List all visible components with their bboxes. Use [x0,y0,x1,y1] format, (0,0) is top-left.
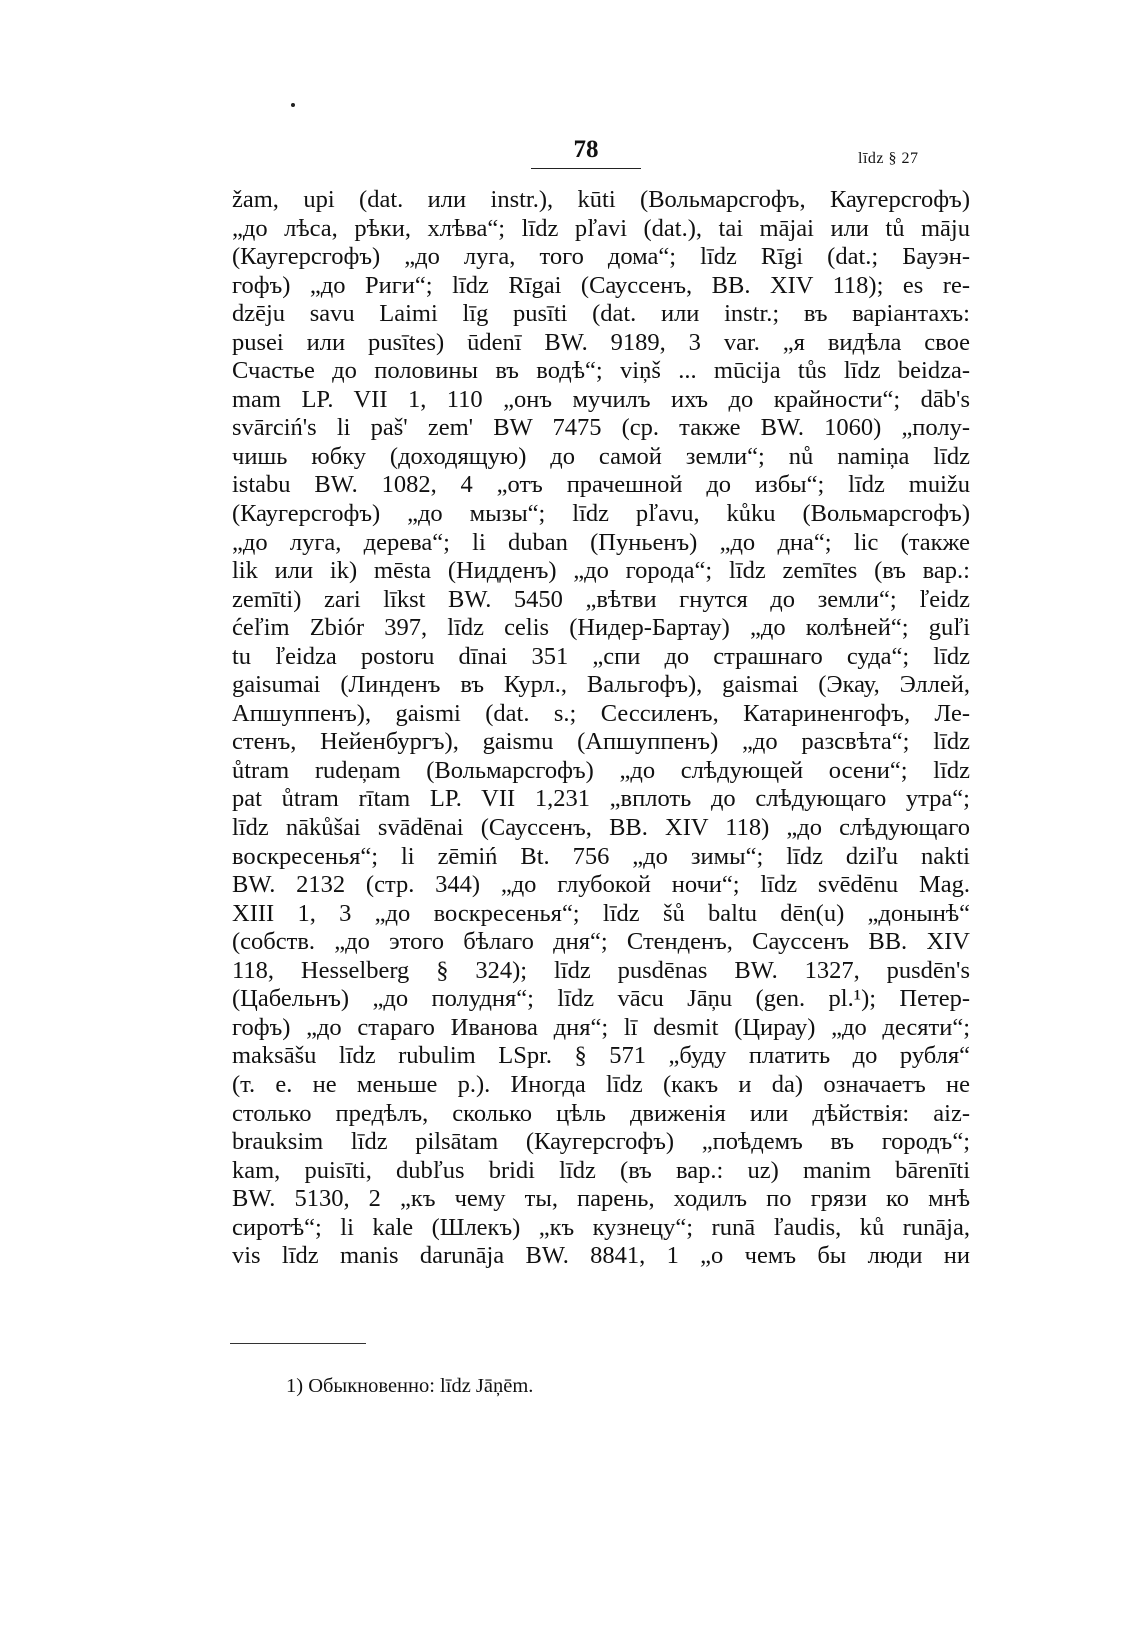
text-line: гофъ) „до стараго Иванова дня“; lī desmit (Цирау) „до десяти“; [232,1013,970,1041]
text-line: (Каугерсгофъ) „до луга, того дома“; līdz Rīgi (dat.; Бауэн- [232,243,970,271]
page-header [0,136,1140,176]
running-head: līdz § 27 [858,150,919,167]
text-line: сиротѣ“; li kale (Шлекъ) „къ кузнецу“; runā ľaudis, ků runāja, [232,1213,970,1241]
text-line: BW. 5130, 2 „къ чему ты, парень, ходилъ по грязи ко мнѣ [232,1185,970,1213]
text-line: žam, upi (dat. или instr.), kūti (Вольмарсгофъ, Каугерсгофъ) [232,186,970,213]
text-line: svārciń's li paš' zem' BW 7475 (ср. также BW. 1060) „полу- [232,414,970,442]
page-number-rule [531,168,641,169]
text-line: istabu BW. 1082, 4 „отъ прачешной до избы“; līdz muižu [232,471,970,499]
text-line: гофъ) „до Риги“; līdz Rīgai (Сауссенъ, BB. XIV 118); es re- [232,271,970,299]
text-line: brauksim līdz pilsātam (Каугерсгофъ) „поѣдемъ въ городъ“; [232,1128,970,1156]
text-line: ůtram rudeņam (Вольмарсгофъ) „до слѣдующей осени“; līdz [232,756,970,784]
text-line: gaisumai (Линденъ въ Курл., Вальгофъ), gaismai (Экау, Эллей, [232,671,970,699]
text-line: zemīti) zari līkst BW. 5450 „вѣтви гнутся до земли“; ľeidz [232,585,970,613]
text-line: ćeľim Zbiór 397, līdz celis (Нидер-Бартау) „до колѣней“; guľi [232,614,970,642]
text-line: pat ůtram rītam LP. VII 1,231 „вплоть до слѣдующаго утра“; [232,785,970,813]
text-line: pusei или pusītes) ūdenī BW. 9189, 3 var. „я видѣла свое [232,328,970,356]
text-line: mam LP. VII 1, 110 „онъ мучилъ ихъ до крайности“; dāb's [232,385,970,413]
text-line: tu ľeidza postoru dīnai 351 „спи до страшнаго суда“; līdz [232,642,970,670]
text-line: līdz nākůšai svādēnai (Сауссенъ, BB. XIV 118) „до слѣдующаго [232,814,970,842]
text-line: чишь юбку (доходящую) до самой земли“; nů namiņa līdz [232,442,970,470]
text-line: BW. 2132 (стр. 344) „до глубокой ночи“; līdz svēdēnu Mag. [232,871,970,899]
text-line: Счастье до половины въ водѣ“; viņš ... mūcija tůs līdz beidza- [232,357,970,385]
text-line: Апшуппенъ), gaismi (dat. s.; Сессиленъ, Катариненгофъ, Ле- [232,699,970,727]
footnote: 1) Обыкновенно: līdz Jāņēm. [286,1375,534,1397]
text-line: dzēju savu Laimi līg pusīti (dat. или instr.; въ варіантахъ: [232,300,970,328]
page-number: 78 [573,136,599,163]
ink-speck [291,103,295,107]
text-line: maksāšu līdz rubulim LSpr. § 571 „буду платить до рубля“ [232,1042,970,1070]
text-line: lik или ik) mēsta (Нидденъ) „до города“; līdz zemītes (въ вар.: [232,557,970,585]
text-line: kam, puisīti, dubľus bridi līdz (въ вар.: uz) manim bārenīti [232,1156,970,1184]
main-text [232,186,970,1271]
footnote-rule [230,1343,366,1344]
text-line: стенъ, Нейенбургъ), gaismu (Апшуппенъ) „до разсвѣта“; līdz [232,728,970,756]
text-line: „до луга, дерева“; li duban (Пуньенъ) „до дна“; lic (также [232,528,970,556]
text-line: (Цабельнъ) „до полудня“; līdz vācu Jāņu (gen. pl.¹); Петер- [232,985,970,1013]
text-line: (т. е. не меньше р.). Иногда līdz (какъ и da) означаетъ не [232,1070,970,1098]
text-line: XIII 1, 3 „до воскресенья“; līdz šů baltu dēn(u) „донынѣ“ [232,899,970,927]
text-line: vis līdz manis darunāja BW. 8841, 1 „о чемъ бы люди ни [232,1242,970,1270]
text-line: воскресенья“; li zēmiń Bt. 756 „до зимы“; līdz dziľu nakti [232,842,970,870]
text-line: (Каугерсгофъ) „до мызы“; līdz pľavu, kůku (Вольмарсгофъ) [232,500,970,528]
text-line: столько предѣлъ, сколько цѣль движенія или дѣйствія: aiz- [232,1099,970,1127]
text-line: 118, Hesselberg § 324); līdz pusdēnas BW. 1327, pusdēn's [232,956,970,984]
text-line: (собств. „до этого бѣлаго дня“; Стенденъ, Сауссенъ BB. XIV [232,928,970,956]
text-line: „до лѣса, рѣки, хлѣва“; līdz pľavi (dat.), tai mājai или tů māju [232,214,970,242]
